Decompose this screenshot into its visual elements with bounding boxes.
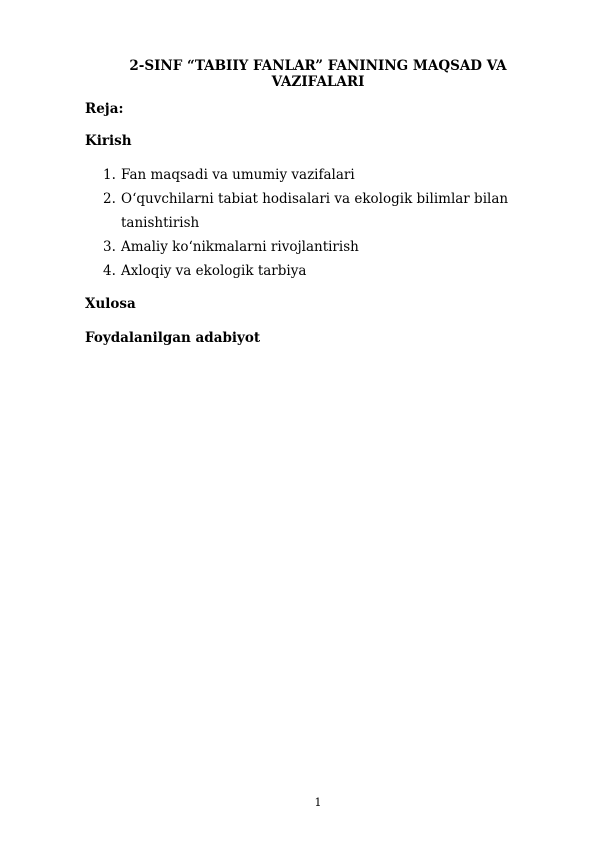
plan-item — [85, 259, 535, 283]
conclusion-heading: Xulosa — [85, 296, 136, 312]
plan-item-text: Amaliy koʻnikmalarni rivojlantirish — [121, 239, 359, 255]
title-line-1: 2-SINF “TABIIY FANLAR” FANINING MAQSAD VA — [129, 58, 507, 74]
title-line-2: VAZIFALARI — [271, 74, 365, 90]
plan-item-number: 4. — [103, 263, 116, 279]
plan-list — [85, 163, 535, 283]
document-title — [108, 58, 528, 90]
plan-item-text: Fan maqsadi va umumiy vazifalari — [121, 167, 355, 183]
plan-heading: Reja: — [85, 101, 124, 117]
references-heading: Foydalanilgan adabiyot — [85, 330, 261, 346]
plan-item — [85, 235, 535, 259]
intro-heading: Kirish — [85, 133, 132, 149]
plan-item-text: O‘quvchilarni tabiat hodisalari va ekologik bilimlar bilan tanishtirish — [121, 191, 509, 231]
plan-item — [85, 163, 535, 187]
plan-item-number: 1. — [103, 167, 116, 183]
plan-item-number: 3. — [103, 239, 116, 255]
plan-item — [85, 187, 535, 235]
page-number: 1 — [314, 796, 322, 809]
plan-item-number: 2. — [103, 191, 116, 207]
plan-item-text: Axloqiy va ekologik tarbiya — [121, 263, 307, 279]
